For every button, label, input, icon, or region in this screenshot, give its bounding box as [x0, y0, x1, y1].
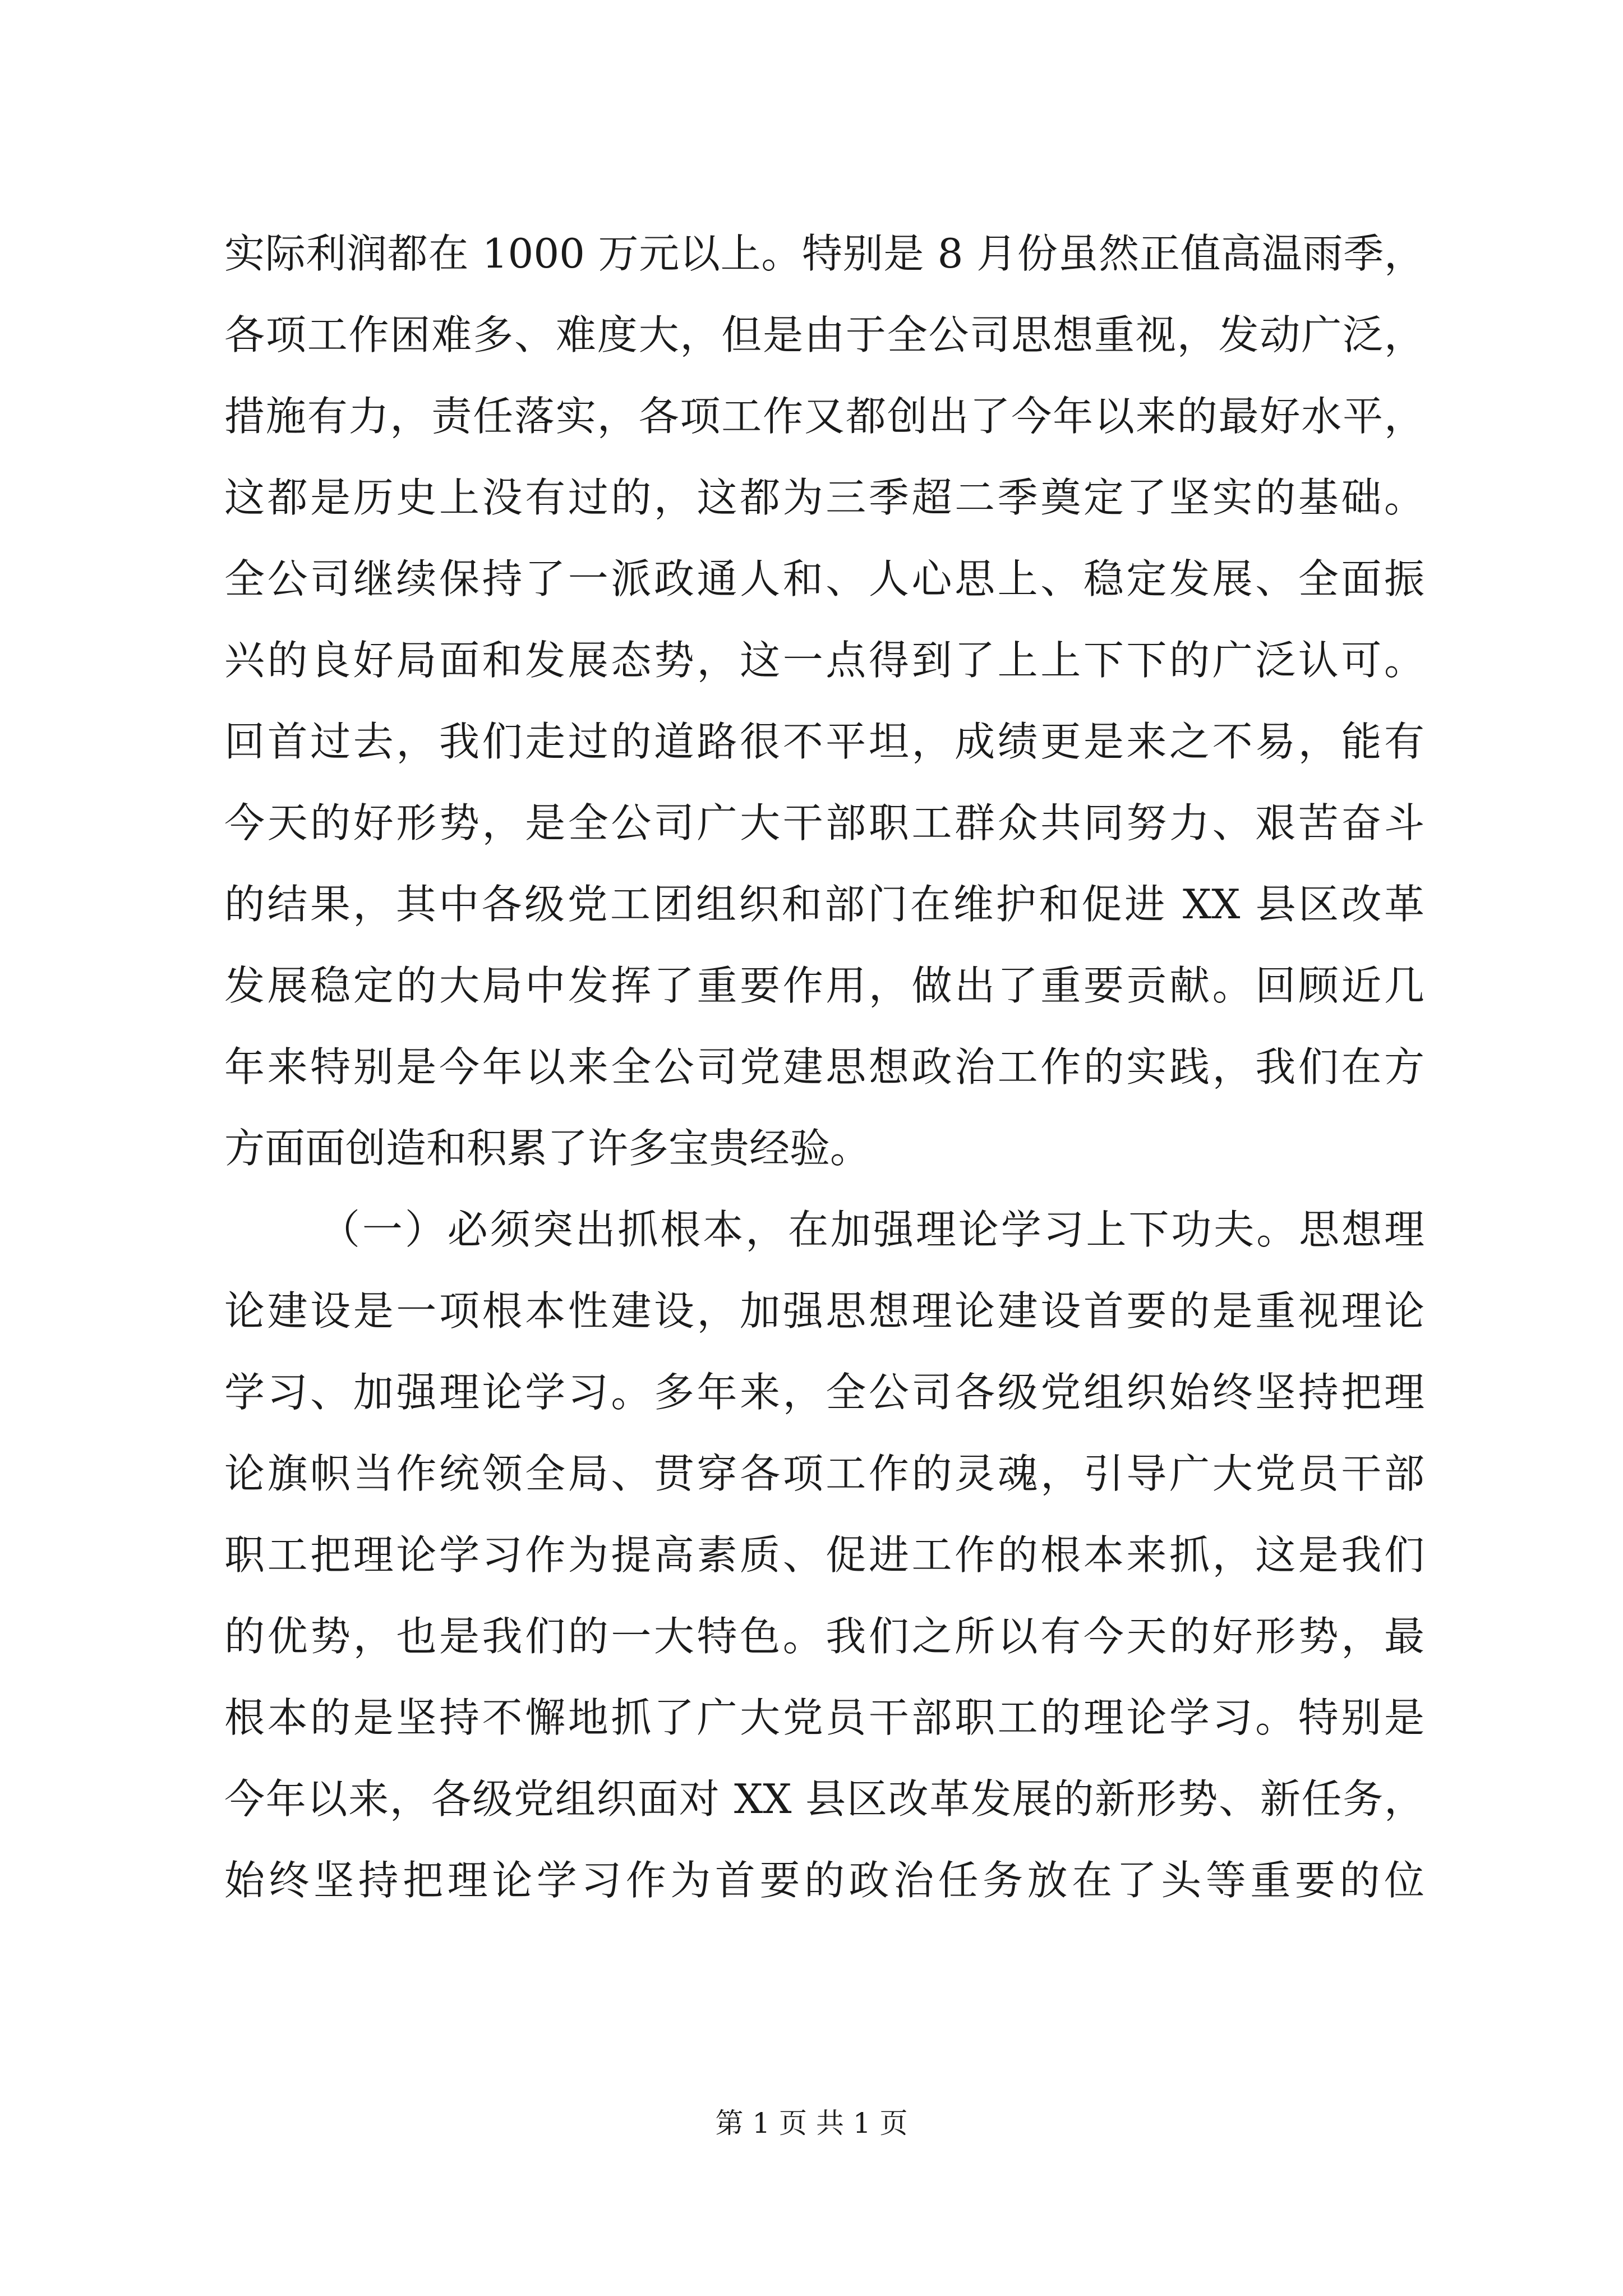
text-line: 今天的好形势，是全公司广大干部职工群众共同努力、艰苦奋斗: [224, 799, 1424, 846]
text-line: 始终坚持把理论学习作为首要的政治任务放在了头等重要的位: [224, 1857, 1424, 1904]
text-line: 职工把理论学习作为提高素质、促进工作的根本来抓，这是我们: [224, 1531, 1424, 1579]
text-line: 学习、加强理论学习。多年来，全公司各级党组织始终坚持把理: [224, 1369, 1424, 1416]
text-line: 全公司继续保持了一派政通人和、人心思上、稳定发展、全面振: [224, 555, 1424, 602]
section-heading-line: （一）必须突出抓根本，在加强理论学习上下功夫。思想理: [320, 1206, 1424, 1253]
text-line: 今年以来，各级党组织面对 XX 县区改革发展的新形势、新任务，: [224, 1775, 1424, 1823]
page-number-label: 第 1 页 共 1 页: [715, 2107, 908, 2139]
text-line: 发展稳定的大局中发挥了重要作用，做出了重要贡献。回顾近几: [224, 962, 1424, 1009]
text-line: 兴的良好局面和发展态势，这一点得到了上上下下的广泛认可。: [224, 637, 1424, 684]
text-line: 实际利润都在 1000 万元以上。特别是 8 月份虽然正值高温雨季，: [224, 230, 1424, 277]
page-footer: [0, 2106, 1623, 2140]
text-line: 年来特别是今年以来全公司党建思想政治工作的实践，我们在方: [224, 1043, 1424, 1091]
text-line: 方面面创造和积累了许多宝贵经验。: [224, 1125, 871, 1172]
text-line: 论旗帜当作统领全局、贯穿各项工作的灵魂，引导广大党员干部: [224, 1450, 1424, 1497]
text-line: 这都是历史上没有过的，这都为三季超二季奠定了坚实的基础。: [224, 474, 1424, 521]
text-line: 的结果，其中各级党工团组织和部门在维护和促进 XX 县区改革: [224, 881, 1424, 928]
text-line: 措施有力，责任落实，各项工作又都创出了今年以来的最好水平，: [224, 393, 1424, 440]
text-line: 回首过去，我们走过的道路很不平坦，成绩更是来之不易，能有: [224, 718, 1424, 765]
text-line: 根本的是坚持不懈地抓了广大党员干部职工的理论学习。特别是: [224, 1694, 1424, 1741]
text-line: 各项工作困难多、难度大，但是由于全公司思想重视，发动广泛，: [224, 311, 1424, 358]
text-line: 的优势，也是我们的一大特色。我们之所以有今天的好形势，最: [224, 1613, 1424, 1660]
document-body: [224, 213, 1424, 1921]
text-line: 论建设是一项根本性建设，加强思想理论建设首要的是重视理论: [224, 1287, 1424, 1335]
